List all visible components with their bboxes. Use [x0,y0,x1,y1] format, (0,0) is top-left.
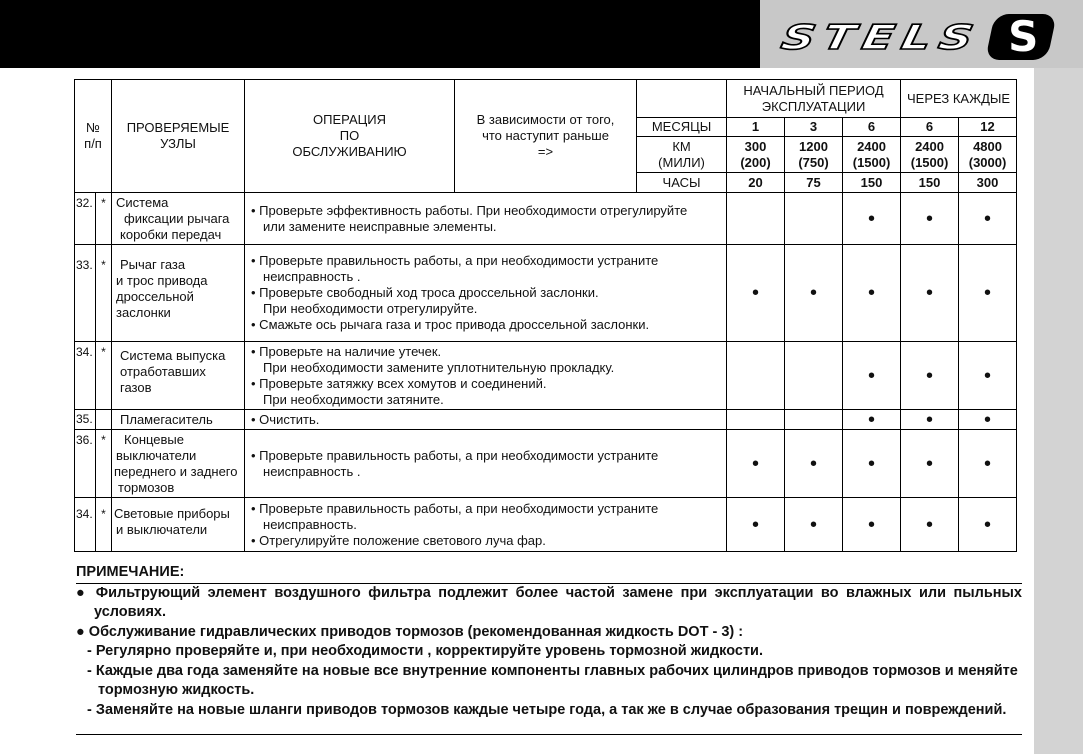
unit-line: Пламегаситель [120,411,213,427]
hours-cell: 20 [727,173,785,193]
months-cell: 6 [843,118,901,137]
logo-badge-letter: S [1008,12,1039,61]
unit-line: Концевые [124,432,185,447]
header-condition-line: => [537,144,554,159]
row-star: * [96,245,112,342]
interval-mark: • [901,498,959,552]
row-number: 34. [75,498,96,552]
table-row [75,245,1017,342]
interval-mark [727,193,785,245]
header-condition [455,80,637,193]
months-label: МЕСЯЦЫ [637,118,727,137]
row-number: 36. [75,430,96,498]
unit-line: Система [116,195,169,210]
operation-line: • Проверьте правильность работы, а при необходимости устраните [251,253,659,268]
operation-line: • Проверьте на наличие утечек. [251,343,442,359]
km-cell [727,137,785,173]
interval-mark: • [843,342,901,410]
interval-mark: • [785,430,843,498]
operation-line: При необходимости затяните. [263,391,444,407]
interval-mark: • [843,245,901,342]
km-cell [785,137,843,173]
row-operations [245,245,727,342]
header-row-1 [75,80,1017,118]
operation-line: • Проверьте эффективность работы. При необходимости отрегулируйте [251,202,688,218]
km-label-line: КМ [672,138,691,154]
km-label [637,137,727,173]
row-number: 35. [75,410,96,430]
row-number: 32. [75,193,96,245]
operation-line: неисправность. [263,516,357,532]
unit-line: и трос привода [116,273,208,288]
row-operations [245,430,727,498]
interval-mark: • [901,342,959,410]
unit-line: Рычаг газа [120,257,186,272]
row-operations [245,342,727,410]
interval-mark: • [959,498,1017,552]
header-operation [245,80,455,193]
km-cell [959,137,1017,173]
header-num [75,80,112,193]
unit-line: выключатели [116,448,197,463]
km-value: 4800 [973,138,1002,154]
row-star: * [96,193,112,245]
table-row [75,430,1017,498]
interval-mark: • [959,193,1017,245]
unit-line: Световые приборы [114,506,230,521]
operation-line: • Проверьте правильность работы, а при необходимости устраните [251,500,659,516]
hours-cell: 75 [785,173,843,193]
interval-mark: • [959,342,1017,410]
interval-mark [785,410,843,430]
row-unit [112,430,245,498]
interval-mark: • [843,193,901,245]
logo-wordmark: STELS [777,18,985,58]
months-cell: 1 [727,118,785,137]
miles-value: (1500) [910,154,949,170]
operation-line: неисправность . [263,269,361,284]
km-cell [901,137,959,173]
right-gray-margin [1034,68,1083,754]
km-label-line: (МИЛИ) [658,154,705,170]
hours-cell: 300 [959,173,1017,193]
operation-line: или замените неисправные элементы. [263,218,497,234]
miles-value: (200) [740,154,771,170]
operation-line: • Смажьте ось рычага газа и трос привода дроссельной заслонки. [251,317,650,332]
unit-line: Система выпуска [120,348,226,363]
header-units-line: УЗЛЫ [160,136,196,151]
header-units-line: ПРОВЕРЯЕМЫЕ [126,120,230,135]
header-num-line: № [86,120,100,135]
row-operations [245,193,727,245]
interval-mark: • [959,410,1017,430]
interval-mark: • [843,430,901,498]
interval-mark: • [727,430,785,498]
note-subitem: - Регулярно проверяйте и, при необходимости , корректируйте уровень тормозной жидкости. [87,643,763,659]
header-operation-line: ОПЕРАЦИЯ [313,112,386,127]
months-cell: 3 [785,118,843,137]
miles-value: (1500) [852,154,891,170]
header-blank [637,80,727,118]
row-unit [112,193,245,245]
interval-mark: • [901,193,959,245]
interval-mark [727,342,785,410]
row-number: 33. [75,245,96,342]
maintenance-table [74,79,1017,552]
km-value: 300 [744,138,767,154]
table-row [75,342,1017,410]
km-value: 1200 [799,138,828,154]
operation-line: • Очистить. [251,411,320,427]
interval-mark: • [843,410,901,430]
header-initial-period [727,80,901,118]
km-value: 2400 [857,138,886,154]
operation-line: неисправность . [263,463,361,479]
table-row [75,193,1017,245]
operation-line: При необходимости замените уплотнительную прокладку. [263,359,615,375]
header-num-line: п/п [84,136,102,151]
header-units [112,80,245,193]
row-number: 34. [75,342,96,410]
bottom-rule [76,734,1022,735]
row-unit [112,342,245,410]
header-operation-line: ОБСЛУЖИВАНИЮ [292,144,407,159]
interval-mark: • [959,245,1017,342]
note-item: ● Фильтрующий элемент воздушного фильтра подлежит более частой замене при эксплуатации во влажных или пыльных условиях. [76,584,1022,620]
row-star: * [96,430,112,498]
unit-line: фиксации рычага [124,211,230,226]
operation-line: • Проверьте свободный ход троса дроссельной заслонки. [251,285,599,300]
interval-mark: • [901,410,959,430]
interval-mark: • [785,245,843,342]
operation-line: • Отрегулируйте положение светового луча фар. [251,532,546,548]
interval-mark [727,410,785,430]
interval-mark: • [727,498,785,552]
header-initial-line: НАЧАЛЬНЫЙ ПЕРИОД [743,82,884,98]
unit-line: коробки передач [120,227,222,242]
unit-line: отработавших [120,364,206,379]
km-value: 2400 [915,138,944,154]
unit-line: переднего и заднего [114,464,238,479]
note-item: ● Обслуживание гидравлических приводов тормозов (рекомендованная жидкость DOT - 3) : [76,623,744,640]
hours-cell: 150 [901,173,959,193]
operation-line: • Проверьте правильность работы, а при необходимости устраните [251,447,659,463]
notes-title: ПРИМЕЧАНИЕ: [76,564,185,580]
logo-badge [985,14,1057,60]
row-unit [112,245,245,342]
header-condition-line: что наступит раньше [482,128,609,143]
interval-mark: • [727,245,785,342]
table-row [75,498,1017,552]
notes-title-rule [76,563,1022,584]
months-cell: 6 [901,118,959,137]
row-operations [245,498,727,552]
row-star: * [96,342,112,410]
interval-mark: • [901,245,959,342]
header-condition-line: В зависимости от того, [476,112,615,127]
operation-line: При необходимости отрегулируйте. [263,301,478,316]
operation-line: • Проверьте затяжку всех хомутов и соединений. [251,375,547,391]
row-unit [112,498,245,552]
months-cell: 12 [959,118,1017,137]
unit-line: дроссельной [116,289,194,304]
stels-logo [777,12,1062,62]
header-initial-line: ЭКСПЛУАТАЦИИ [761,98,866,114]
km-cell [843,137,901,173]
header-black-bar [0,0,760,68]
note-subitem: - Заменяйте на новые шланги приводов тормозов каждые четыре года, а так же в случае образования трещин и повреждений. [87,701,1007,718]
unit-line: газов [120,380,152,395]
unit-line: заслонки [116,305,171,320]
table-row [75,410,1017,430]
row-unit [112,410,245,430]
row-star [96,410,112,430]
note-subitem: - Каждые два года заменяйте на новые все внутренние компоненты главных рабочих цилиндров приводов тормозов и меняйте тормозную жидкость. [87,662,1018,698]
hours-label: ЧАСЫ [637,173,727,193]
notes-section [76,563,1022,720]
row-operations [245,410,727,430]
interval-mark [785,193,843,245]
header-operation-line: ПО [339,128,360,143]
row-star: * [96,498,112,552]
interval-mark: • [843,498,901,552]
interval-mark [785,342,843,410]
header-every: ЧЕРЕЗ КАЖДЫЕ [901,80,1017,118]
interval-mark: • [959,430,1017,498]
interval-mark: • [901,430,959,498]
miles-value: (3000) [968,154,1007,170]
hours-cell: 150 [843,173,901,193]
unit-line: тормозов [118,480,175,495]
unit-line: и выключатели [116,522,208,537]
interval-mark: • [785,498,843,552]
miles-value: (750) [798,154,829,170]
